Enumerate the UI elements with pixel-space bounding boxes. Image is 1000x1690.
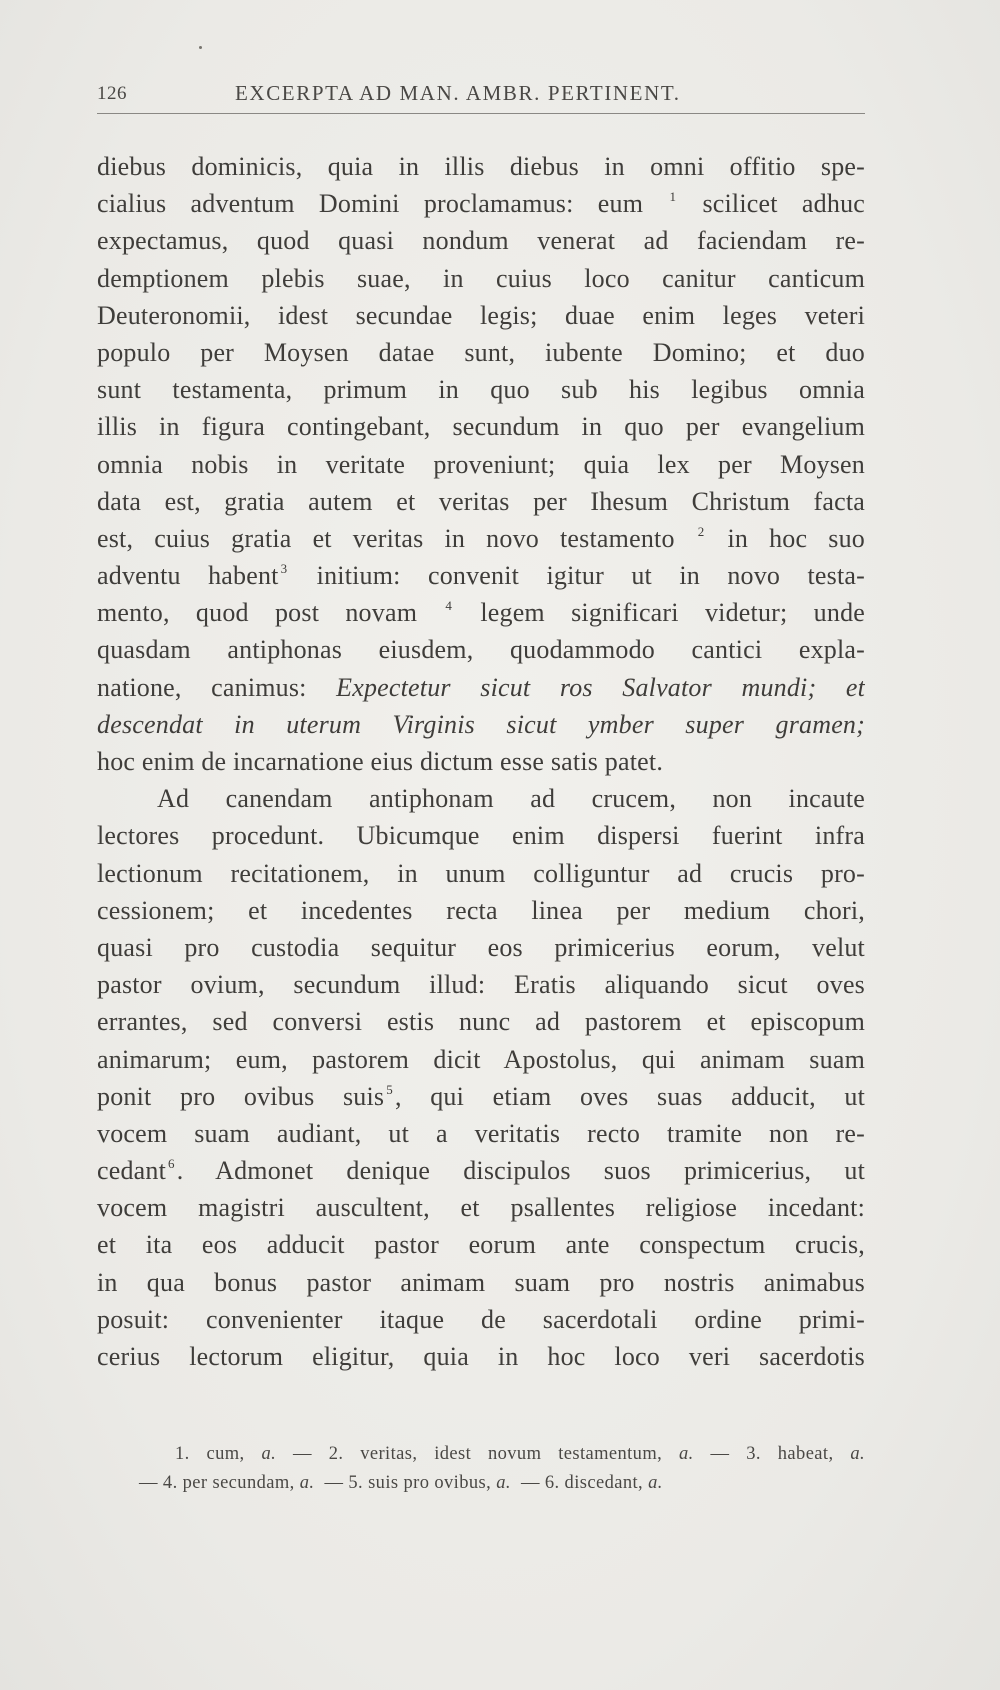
text-line: quasi pro custodia sequitur eos primicerius eorum, velut: [97, 932, 865, 962]
text-line: [97, 1078, 865, 1115]
italic-quote: Expectetur sicut ros Salvator mundi; et: [336, 672, 865, 702]
text-line: omnia nobis in veritate proveniunt; quia lex per Moysen: [97, 449, 865, 479]
text-span: adventu habent: [97, 561, 279, 591]
text-span: cialius adventum Domini proclamamus: eum: [97, 189, 644, 219]
body-text: [97, 148, 865, 1375]
italic-quote-line: descendat in uterum Virginis sicut ymber super gramen;: [97, 709, 865, 739]
text-line: vocem suam audiant, ut a veritatis recto tramite non re-: [97, 1118, 865, 1148]
footnote-line: [97, 1440, 865, 1469]
page-number: 126: [97, 83, 127, 104]
text-line: [97, 185, 865, 222]
text-line: illis in figura contingebant, secundum in quo per evangelium: [97, 412, 865, 442]
text-line: diebus dominicis, quia in illis diebus in omni offitio spe-: [97, 152, 865, 181]
header-rule: [97, 113, 865, 114]
footnote-2: — 2. veritas, idest novum testamentum,: [292, 1444, 663, 1464]
text-span: mento, quod post novam: [97, 598, 418, 628]
text-line: errantes, sed conversi estis nunc ad pastorem et episcopum: [97, 1007, 865, 1037]
text-line: cessionem; et incedentes recta linea per medium chori,: [97, 895, 865, 925]
text-span: in hoc suo: [727, 523, 865, 553]
footnote-ref: 4: [445, 598, 453, 614]
paragraph-start-line: Ad canendam antiphonam ad crucem, non incaute: [157, 784, 865, 814]
running-head: [97, 75, 865, 109]
text-line: populo per Moysen datae sunt, iubente Domino; et duo: [97, 337, 865, 367]
footnote-source: a.: [496, 1473, 511, 1493]
text-line: Deuteronomii, idest secundae legis; duae enim leges veteri: [97, 300, 865, 330]
text-span: initium: convenit igitur ut in novo testa-: [316, 561, 865, 591]
text-span: . Admonet denique discipulos suos primicerius, ut: [176, 1156, 865, 1186]
footnote-ref: 1: [669, 189, 677, 205]
text-line: data est, gratia autem et veritas per Ihesum Christum facta: [97, 486, 865, 516]
text-span: cedant: [97, 1156, 167, 1186]
text-line: animarum; eum, pastorem dicit Apostolus, qui animam suam: [97, 1044, 865, 1074]
footnotes: [97, 1440, 865, 1498]
footnote-3: — 3. habeat,: [710, 1444, 834, 1464]
text-line: vocem magistri auscultent, et psallentes religiose incedant:: [97, 1193, 865, 1223]
text-line: demptionem plebis suae, in cuius loco canitur canticum: [97, 263, 865, 293]
footnote-ref: 6: [168, 1156, 175, 1172]
text-span: legem significari videtur; unde: [480, 598, 865, 628]
text-line: expectamus, quod quasi nondum venerat ad faciendam re-: [97, 226, 865, 256]
text-line: [97, 1152, 865, 1189]
footnote-6: — 6. discedant,: [520, 1473, 644, 1493]
footnote-source: a.: [648, 1473, 663, 1493]
footnote-4: — 4. per secundam,: [139, 1473, 295, 1493]
footnote-source: a.: [261, 1444, 277, 1464]
text-line: [97, 557, 865, 594]
footnote-5: — 5. suis pro ovibus,: [324, 1473, 492, 1493]
text-span: natione, canimus:: [97, 672, 307, 702]
text-span: scilicet adhuc: [702, 189, 865, 219]
text-span: , qui etiam oves suas adducit, ut: [394, 1081, 865, 1111]
footnote-source: a.: [679, 1444, 694, 1464]
text-line: posuit: convenienter itaque de sacerdotali ordine primi-: [97, 1304, 865, 1334]
text-line: pastor ovium, secundum illud: Eratis aliquando sicut oves: [97, 970, 865, 1000]
footnote-ref: 5: [386, 1081, 393, 1097]
text-line: sunt testamenta, primum in quo sub his legibus omnia: [97, 375, 865, 405]
paper-speck: [199, 46, 202, 49]
running-title: EXCERPTA AD MAN. AMBR. PERTINENT.: [235, 81, 681, 105]
text-line: in qua bonus pastor animam suam pro nostris animabus: [97, 1267, 865, 1297]
text-line: hoc enim de incarnatione eius dictum esse satis patet.: [97, 747, 664, 776]
footnote-ref: 2: [697, 523, 705, 539]
text-line: [97, 669, 865, 706]
footnote-source: a.: [850, 1444, 866, 1464]
text-line: cerius lectorum eligitur, quia in hoc loco veri sacerdotis: [97, 1342, 865, 1371]
footnote-1: 1. cum,: [175, 1444, 245, 1464]
text-line: [97, 520, 865, 557]
footnote-source: a.: [299, 1473, 315, 1493]
footnote-ref: 3: [280, 561, 288, 577]
text-span: est, cuius gratia et veritas in novo testamento: [97, 523, 675, 553]
footnote-line: [97, 1469, 865, 1498]
text-line: lectionum recitationem, in unum colliguntur ad crucis pro-: [97, 858, 865, 888]
text-span: ponit pro ovibus suis: [97, 1081, 385, 1111]
text-line: [97, 594, 865, 631]
text-line: quasdam antiphonas eiusdem, quodammodo cantici expla-: [97, 635, 865, 665]
text-line: et ita eos adducit pastor eorum ante conspectum crucis,: [97, 1230, 865, 1260]
text-line: lectores procedunt. Ubicumque enim dispersi fuerint infra: [97, 821, 865, 851]
